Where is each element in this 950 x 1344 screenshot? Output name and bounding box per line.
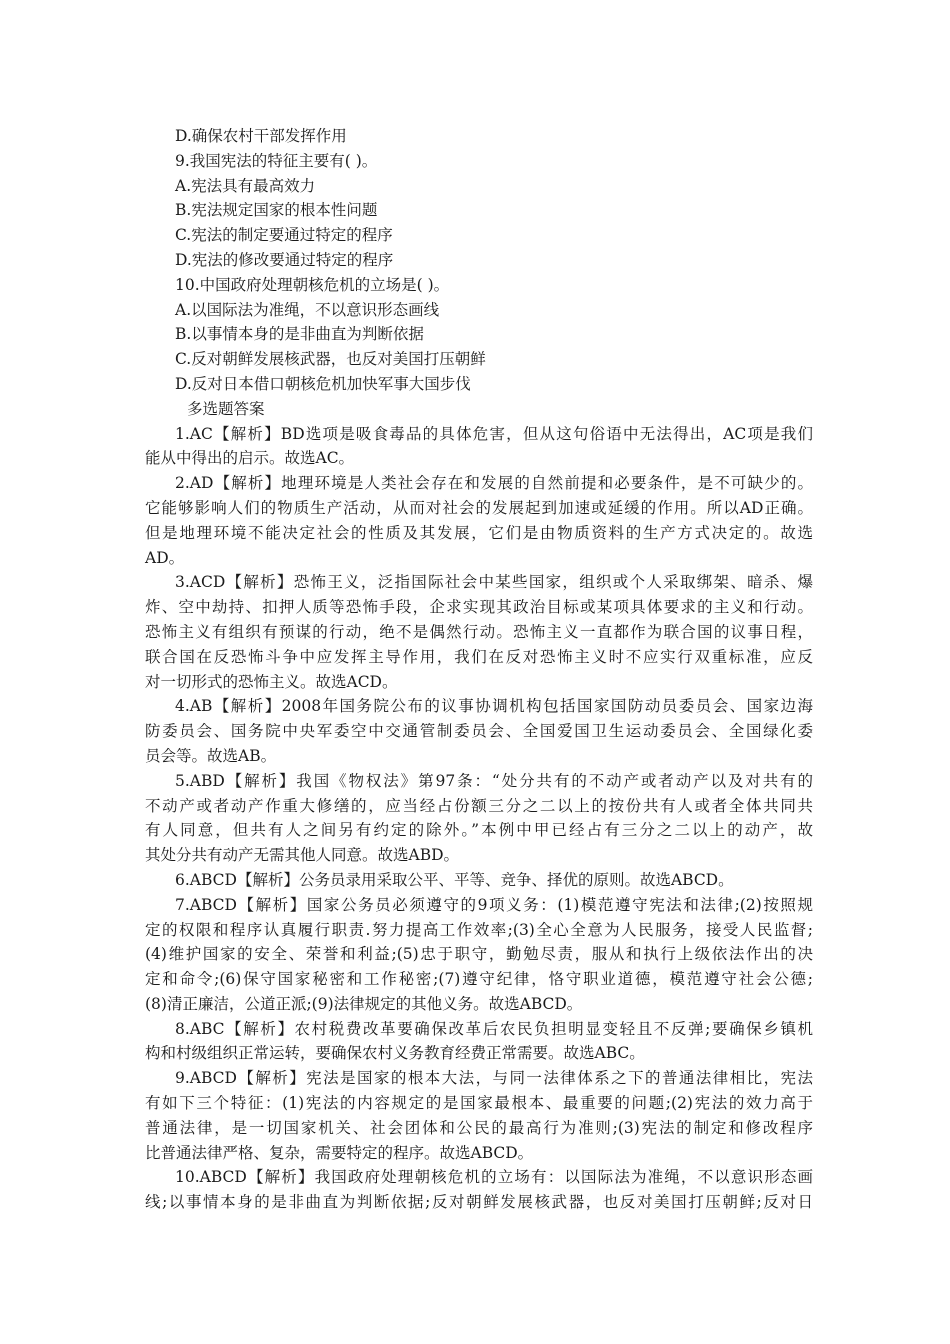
answer-line: 它能够影响人们的物质生产活动，从而对社会的发展起到加速或延缓的作用。所以AD正确。 (145, 498, 813, 517)
question-line: D.宪法的修改要通过特定的程序 (175, 250, 394, 269)
question-line: 9.我国宪法的特征主要有( )。 (175, 151, 378, 170)
question-line: A.以国际法为准绳，不以意识形态画线 (175, 300, 440, 319)
answer-paragraph (145, 694, 813, 768)
answer-line: 10.ABCD【解析】我国政府处理朝核危机的立场有：以国际法为准绳，不以意识形态画 (175, 1168, 813, 1187)
answer-line: 但是地理环境不能决定社会的性质及其发展，它们是由物质资料的生产方式决定的。故选 (145, 523, 813, 542)
answer-list (145, 422, 813, 1216)
document-page (145, 124, 813, 1215)
answer-line: 有如下三个特征：(1)宪法的内容规定的是国家最根本、最重要的问题;(2)宪法的效力高于 (145, 1094, 813, 1113)
answer-paragraph (145, 769, 813, 868)
question-line: D.反对日本借口朝核危机加快军事大国步伐 (175, 374, 471, 393)
answer-line: 员会等。故选AB。 (145, 746, 277, 765)
answer-line: (8)清正廉洁，公道正派;(9)法律规定的其他义务。故选ABCD。 (145, 994, 583, 1013)
answer-paragraph (145, 422, 813, 472)
answer-line: 普通法律，是一切国家机关、社会团体和公民的最高行为准则;(3)宪法的制定和修改程序 (145, 1118, 813, 1137)
question-line: B.以事情本身的是非曲直为判断依据 (175, 325, 424, 344)
answer-line: 构和村级组织正常运转，要确保农村义务教育经费正常需要。故选ABC。 (145, 1044, 645, 1063)
answer-line: 7.ABCD【解析】国家公务员必须遵守的9项义务：(1)模范遵守宪法和法律;(2)按照规 (175, 895, 813, 914)
answer-line: 线;以事情本身的是非曲直为判断依据;反对朝鲜发展核武器，也反对美国打压朝鲜;反对日 (145, 1193, 813, 1212)
answer-line: 比普通法律严格、复杂，需要特定的程序。故选ABCD。 (145, 1143, 534, 1162)
answer-paragraph (145, 570, 813, 694)
answer-line: 2.AD【解析】地理环境是人类社会存在和发展的自然前提和必要条件，是不可缺少的。 (175, 474, 813, 493)
answer-paragraph (145, 868, 813, 893)
answer-line: 4.AB【解析】2008年国务院公布的议事协调机构包括国家国防动员委员会、国家边海 (175, 697, 813, 716)
answer-paragraph (145, 471, 813, 570)
answers-heading: 多选题答案 (187, 399, 265, 418)
answer-line: 对一切形式的恐怖主义。故选ACD。 (145, 672, 398, 691)
answer-line: 其处分共有动产无需其他人同意。故选ABD。 (145, 846, 460, 865)
answer-paragraph (145, 1165, 813, 1215)
answer-line: 能从中得出的启示。故选AC。 (145, 449, 355, 468)
question-line: C.反对朝鲜发展核武器，也反对美国打压朝鲜 (175, 350, 486, 369)
answer-paragraph (145, 893, 813, 1017)
question-line: 10.中国政府处理朝核危机的立场是( )。 (175, 275, 450, 294)
answer-line: 炸、空中劫持、扣押人质等恐怖手段，企求实现其政治目标或某项具体要求的主义和行动。 (145, 598, 813, 617)
answer-line: 定和命令;(6)保守国家秘密和工作秘密;(7)遵守纪律，恪守职业道德，模范遵守社会公德; (145, 970, 813, 989)
answer-line: 恐怖主义有组织有预谋的行动，绝不是偶然行动。恐怖主义一直都作为联合国的议事日程， (145, 622, 813, 641)
answer-line: AD。 (145, 548, 185, 567)
answer-line: 防委员会、国务院中央军委空中交通管制委员会、全国爱国卫生运动委员会、全国绿化委 (145, 722, 813, 741)
question-line: A.宪法具有最高效力 (175, 176, 316, 195)
answer-line: 6.ABCD【解析】公务员录用采取公平、平等、竞争、择优的原则。故选ABCD。 (175, 870, 734, 889)
answer-line: 有人同意，但共有人之间另有约定的除外。”本例中甲已经占有三分之二以上的动产，故 (145, 821, 813, 840)
question-list (145, 124, 813, 397)
answer-line: 联合国在反恐怖斗争中应发挥主导作用，我们在反对恐怖主义时不应实行双重标准，应反 (145, 647, 813, 666)
question-line: B.宪法规定国家的根本性问题 (175, 201, 378, 220)
question-line: C.宪法的制定要通过特定的程序 (175, 226, 393, 245)
answer-line: 定的权限和程序认真履行职责.努力提高工作效率;(3)全心全意为人民服务，接受人民监督; (145, 920, 813, 939)
answer-line: (4)维护国家的安全、荣誉和利益;(5)忠于职守，勤勉尽责，服从和执行上级依法作出的决 (145, 945, 813, 964)
question-line: D.确保农村干部发挥作用 (175, 127, 347, 145)
answer-paragraph (145, 1066, 813, 1165)
answer-line: 5.ABD【解析】我国《物权法》第97条：“处分共有的不动产或者动产以及对共有的 (175, 771, 813, 790)
answer-line: 不动产或者动产作重大修缮的，应当经占份额三分之二以上的按份共有人或者全体共同共 (145, 796, 813, 815)
answer-paragraph (145, 1017, 813, 1067)
answer-line: 1.AC【解析】BD选项是吸食毒品的具体危害，但从这句俗语中无法得出，AC项是我们 (175, 424, 813, 443)
answer-line: 3.ACD【解析】恐怖王义，泛指国际社会中某些国家，组织或个人采取绑架、暗杀、爆 (175, 573, 813, 592)
answer-line: 9.ABCD【解析】宪法是国家的根本大法，与同一法律体系之下的普通法律相比，宪法 (175, 1069, 813, 1088)
answer-line: 8.ABC【解析】农村税费改革要确保改革后农民负担明显变轻且不反弹;要确保乡镇机 (175, 1019, 813, 1038)
